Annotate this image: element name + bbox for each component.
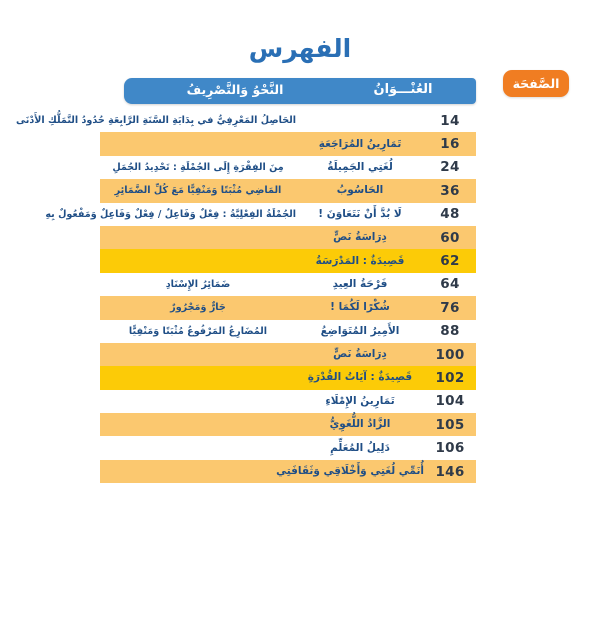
table-row[interactable] [100,343,476,366]
cell-title: قَصِيدَةٌ : المَدْرَسَةُ [315,254,405,267]
cell-title: فَرْحَةُ العِيدِ [332,277,388,290]
cell-grammar: المَاضِي مُثْبَتًا وَمَنْفِيًّا مَعَ كُلِّ الضَّمَائِرِ [114,185,282,197]
column-header-title: العُنْـــوَانُ [373,82,433,97]
cell-page-number: 104 [435,393,465,410]
table-row[interactable] [100,226,476,249]
cell-page-number: 24 [440,159,460,176]
cell-title: قَصِيدَةٌ : آيَاتُ القُدْرَةِ [307,371,413,384]
cell-page-number: 102 [435,369,465,386]
toc-table [16,109,476,483]
cell-grammar: جَارٌّ وَمَجْرُورٌ [170,302,226,314]
cell-title: تَمَارِينُ الإِمْلَاءِ [325,394,395,407]
table-row[interactable] [100,320,476,343]
cell-page-number: 14 [440,112,460,129]
cell-title: دَلِيلُ المُعَلِّمِ [330,441,390,454]
table-row[interactable] [100,460,476,483]
table-row[interactable] [100,132,476,155]
cell-title: الحَاسُوبُ [336,184,384,197]
cell-grammar: ضَمَائِرُ الإِسْنَادِ [165,278,231,290]
cell-page-number: 105 [435,416,465,433]
cell-page-number: 60 [440,229,460,246]
column-header-grammar: النَّحْوُ وَالتَّصْرِيفُ [186,82,284,97]
cell-page-number: 48 [440,206,460,223]
cell-title: لُغَتِي الجَمِيلَةُ [327,160,393,173]
cell-title: الزَّادُ اللُّغَوِيُّ [329,418,391,431]
cell-page-number: 100 [435,346,465,363]
table-row[interactable] [100,413,476,436]
cell-title: أُنَمِّي لُغَتِي وَأَخْلَاقِي وَثَقَافَتِي [276,465,424,478]
cell-page-number: 36 [440,182,460,199]
table-row[interactable] [100,436,476,459]
cell-page-number: 146 [435,463,465,480]
table-row[interactable] [16,109,476,132]
table-row[interactable] [100,156,476,179]
cell-page-number: 76 [440,299,460,316]
table-row[interactable] [100,179,476,202]
table-row[interactable] [100,366,476,389]
table-header-band [124,78,476,104]
table-row[interactable] [100,296,476,319]
cell-page-number: 62 [440,253,460,270]
page-title: الفهرس [248,34,352,63]
cell-page-number: 64 [440,276,460,293]
cell-page-number: 16 [440,136,460,153]
cell-title: الأَمِيرُ المُتَوَاضِعُ [320,324,400,337]
cell-title: دِرَاسَةُ نَصٍّ [333,348,387,361]
cell-page-number: 106 [435,440,465,457]
cell-grammar: المُضَارِعُ المَرْفُوعُ مُثْبَتًا وَمَنْفِيًّا [128,325,268,337]
cell-page-number: 88 [440,323,460,340]
cell-title: دِرَاسَةُ نَصٍّ [333,231,387,244]
cell-title: شُكْرًا لَكُمَا ! [330,301,390,314]
cell-grammar: الجُمْلَةُ الفِعْلِيَّةُ : فِعْلٌ وَفَاعِلٌ / فِعْلٌ وَفَاعِلٌ وَمَفْعُولٌ بِهِ [45,208,296,220]
column-header-page-badge: الصَّفحَة [503,70,569,97]
table-row[interactable] [45,203,476,226]
cell-title: تَمَارِينُ المُرَاجَعَةِ [318,137,402,150]
cell-grammar: الحَاصِلُ المَعْرِفِيُّ في بِدَايَةِ السَّنَةِ الرَّابِعَةِ حُدُودُ التَّمَلُّكِ الأَدْنَى [16,115,296,127]
table-row[interactable] [100,390,476,413]
cell-grammar: مِنَ الفِقْرَةِ إِلَى الجُمْلَةِ : تَحْدِيدُ الجُمَلِ [112,161,284,173]
cell-title: لَا بُدَّ أَنْ نَتَعَاوَنَ ! [318,207,402,220]
table-row[interactable] [100,273,476,296]
table-row[interactable] [100,249,476,272]
